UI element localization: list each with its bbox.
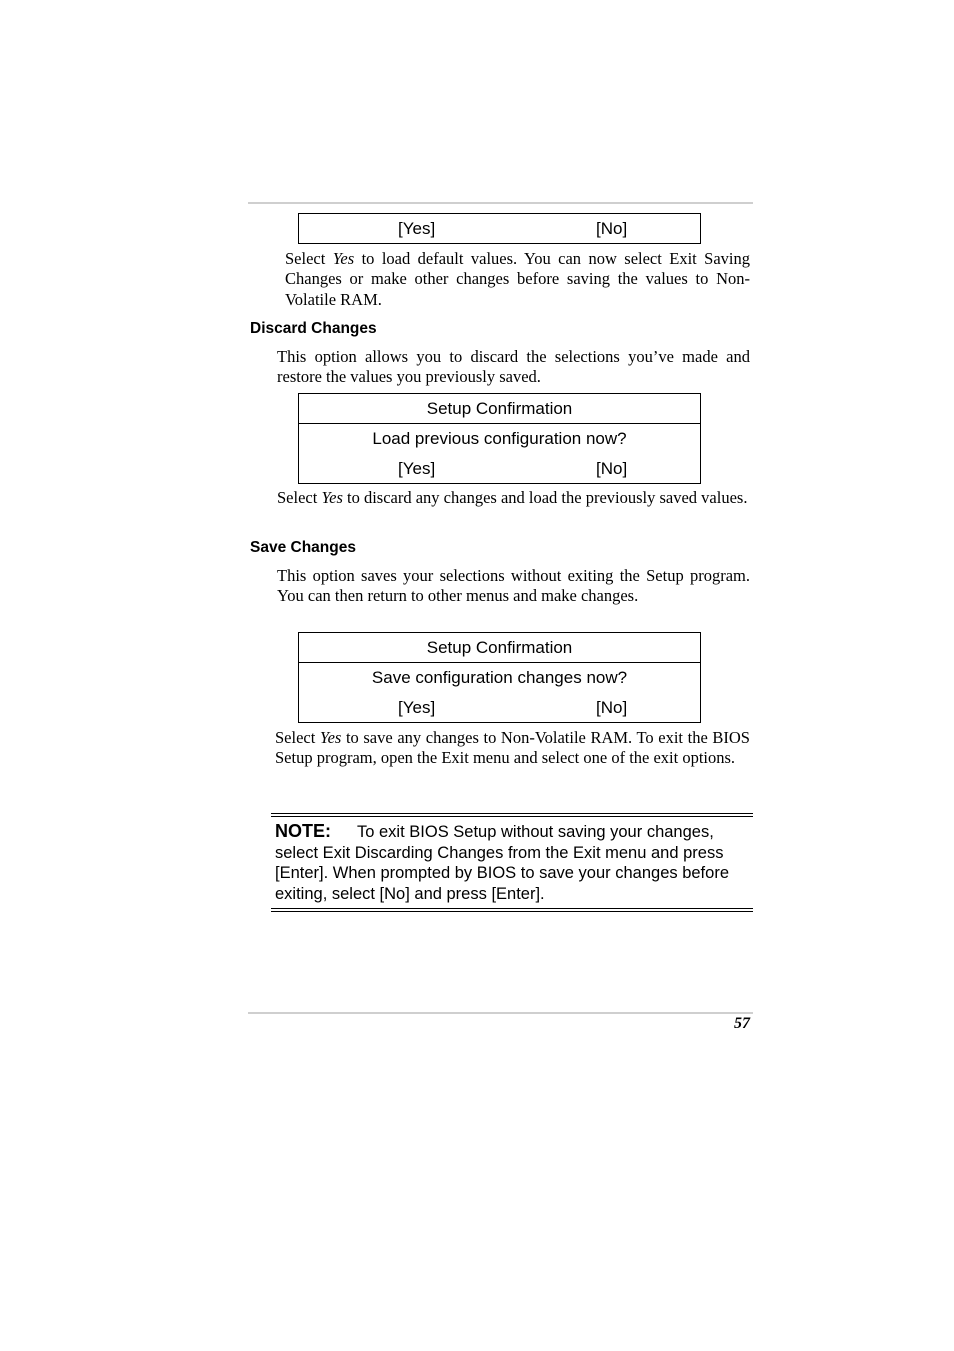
dialog-title: Setup Confirmation (299, 633, 700, 663)
discard-changes-heading: Discard Changes (250, 320, 377, 337)
save-changes-heading: Save Changes (250, 539, 356, 556)
yes-option[interactable]: [Yes] (398, 698, 436, 717)
dialog-title: Setup Confirmation (299, 394, 700, 424)
note-text: To exit BIOS Setup without saving your changes, select Exit Discarding Changes from the Exit menu and press [Enter]. When prompted by BIOS to save your changes before exiting, select [No] and press [Enter]. (275, 823, 729, 903)
save-changes-instructions: Select Yes to save any changes to Non-Volatile RAM. To exit the BIOS Setup program, open the Exit menu and select one of the exit options. (275, 728, 750, 768)
no-option[interactable]: [No] (596, 459, 628, 478)
discard-confirmation-dialog (298, 393, 701, 484)
no-option[interactable]: [No] (596, 698, 628, 717)
note-block (275, 821, 753, 904)
footer-rule (248, 1012, 753, 1014)
dialog-options (299, 454, 700, 483)
dialog-options (299, 693, 700, 722)
yes-option[interactable]: [Yes] (398, 459, 436, 478)
header-rule (248, 202, 753, 204)
load-defaults-instructions: Select Yes to load default values. You can now select Exit Saving Changes or make other changes before saving the values to Non-Volatile RAM. (285, 249, 750, 309)
discard-changes-instructions: Select Yes to discard any changes and load the previously saved values. (277, 488, 748, 507)
dialog-options (299, 214, 700, 243)
page-number: 57 (734, 1015, 750, 1032)
save-changes-description: This option saves your selections without exiting the Setup program. You can then return to other menus and make changes. (277, 566, 750, 606)
dialog-question: Save configuration changes now? (371, 668, 628, 687)
note-label: NOTE: (275, 821, 331, 841)
no-option[interactable]: [No] (596, 219, 628, 238)
load-defaults-dialog (298, 213, 701, 244)
yes-option[interactable]: [Yes] (398, 219, 436, 238)
dialog-question: Load previous configuration now? (372, 429, 627, 448)
save-confirmation-dialog (298, 632, 701, 723)
discard-changes-description: This option allows you to discard the selections you’ve made and restore the values you previously saved. (277, 347, 750, 387)
